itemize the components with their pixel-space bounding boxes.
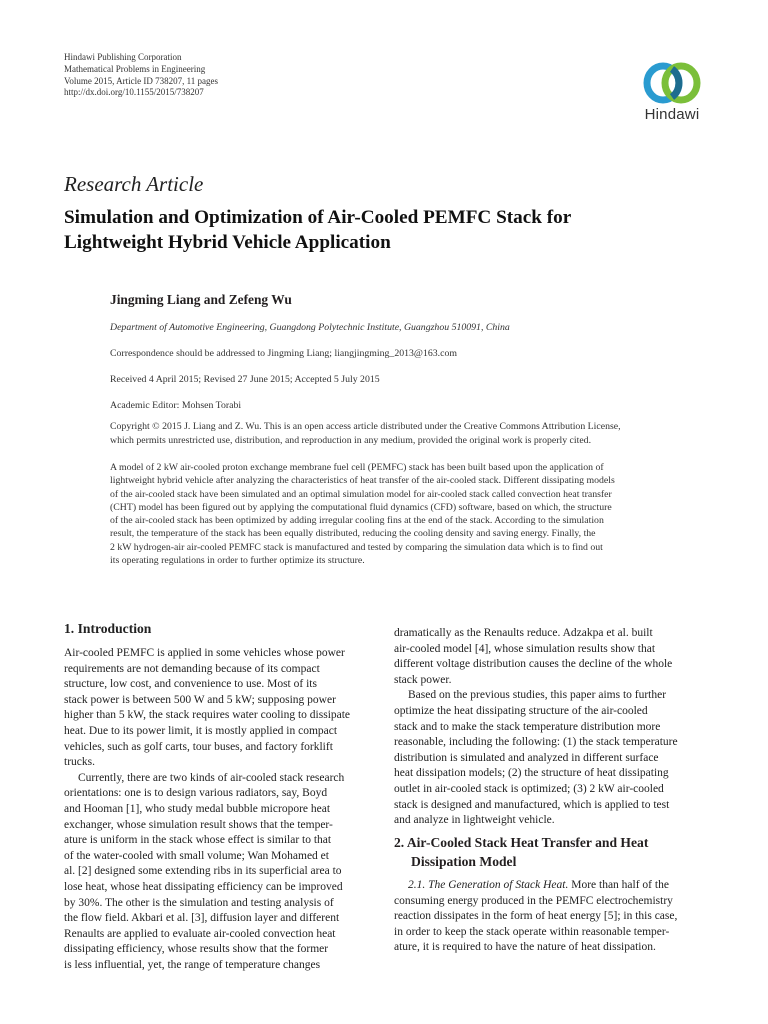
- left-column: [64, 620, 370, 973]
- text-line: outlet in air-cooled stack is optimized; (3) 2 kW air-cooled: [394, 782, 664, 795]
- abstract-line: 2 kW hydrogen-air air-cooled PEMFC stack is manufactured and tested by comparing the simulation data which is to find out: [110, 541, 603, 553]
- text-line: structure, low cost, and convenience to use. Most of its: [64, 678, 317, 691]
- section-heading-introduction: 1. Introduction: [64, 621, 152, 636]
- text-line: ature, it is required to have the nature of heat dissipation.: [394, 941, 656, 954]
- text-line: vehicles, such as golf carts, tour buses, and factory forklift: [64, 740, 333, 753]
- text-line: stack power is between 500 W and 5 kW; supposing power: [64, 693, 336, 706]
- copyright-notice: [110, 420, 710, 448]
- abstract-line: (CHT) model has been figured out by applying the computational fluid dynamics (CFD) software, based on which, the structure: [110, 501, 612, 513]
- text-line: air-cooled model [4], whose simulation results show that: [394, 642, 656, 655]
- text-line: reaction dissipates in the form of heat energy [5]; in this case,: [394, 910, 678, 923]
- authors: Jingming Liang and Zefeng Wu: [110, 292, 292, 307]
- abstract-line: result, the temperature of the stack has been equally distributed, reducing the cooling density and saving energy. Finally, the: [110, 528, 596, 540]
- text-line: requirements are not demanding because of its compact: [64, 662, 320, 675]
- copyright-line: which permits unrestricted use, distribution, and reproduction in any medium, provided the original work is properly cited.: [110, 435, 592, 446]
- abstract-line: lightweight hybrid vehicle after analyzing the characteristics of heat transfer of the air-cooled stack. Different dissipating models: [110, 475, 615, 487]
- text-line: orientations: one is to design various radiators, say, Boyd: [64, 787, 328, 800]
- doi-link[interactable]: http://dx.doi.org/10.1155/2015/738207: [64, 87, 204, 98]
- text-line: Air-cooled PEMFC is applied in some vehicles whose power: [64, 647, 345, 659]
- text-line: Renaults are applied to evaluate air-cooled convection heat: [64, 927, 336, 940]
- affiliation: Department of Automotive Engineering, Guangdong Polytechnic Institute, Guangzhou 510091, China: [110, 322, 510, 333]
- section-heading-2: [394, 834, 714, 871]
- text-line: heat dissipation models; (2) the structure of heat dissipating: [394, 767, 669, 780]
- journal-header: [64, 52, 218, 99]
- text-line: heat. Due to its power limit, it is mostly applied in compact: [64, 724, 338, 737]
- subsection-2-1: [394, 878, 710, 956]
- journal-name: Mathematical Problems in Engineering: [64, 63, 206, 74]
- right-column: [394, 626, 704, 829]
- abstract-line: A model of 2 kW air-cooled proton exchange membrane fuel cell (PEMFC) stack has been built based upon the application of: [110, 462, 604, 473]
- right-paragraph-1: [394, 626, 704, 688]
- copyright-line: Copyright © 2015 J. Liang and Z. Wu. This is an open access article distributed under the Creative Commons Attribution License,: [110, 421, 621, 432]
- text-line: optimize the heat dissipating structure of the air-cooled: [394, 704, 648, 717]
- text-line: al. [2] designed some extending ribs in its superficial area to: [64, 865, 342, 878]
- text-line: exchanger, whose simulation result shows that the temper-: [64, 818, 333, 831]
- publisher-name: Hindawi Publishing Corporation: [64, 52, 182, 62]
- volume-info: Volume 2015, Article ID 738207, 11 pages: [64, 75, 218, 86]
- text-line: stack and to make the stack temperature distribution more: [394, 720, 661, 733]
- text-line: by 30%. The other is the simulation and testing analysis of: [64, 896, 334, 909]
- section-heading-line: 2. Air-Cooled Stack Heat Transfer and Heat: [394, 835, 649, 850]
- text-line: and Hooman [1], who study medal bubble micropore heat: [64, 802, 331, 815]
- hindawi-rings-logo-icon: [641, 60, 703, 106]
- text-line: is less influential, yet, the range of temperature changes: [64, 958, 321, 971]
- text-line: stack is designed and manufactured, which is applied to test: [394, 798, 670, 811]
- abstract: [110, 461, 710, 567]
- text-line: different voltage distribution causes the decline of the whole: [394, 658, 673, 671]
- text-line: lose heat, whose heat dissipating efficiency can be improved: [64, 880, 343, 893]
- abstract-line: its operating regulations in order to further optimize its structure.: [110, 555, 365, 567]
- received-dates: Received 4 April 2015; Revised 27 June 2015; Accepted 5 July 2015: [110, 374, 380, 385]
- subsection-heading: 2.1. The Generation of Stack Heat.: [408, 879, 569, 891]
- correspondence: Correspondence should be addressed to Jingming Liang; liangjingming_2013@163.com: [110, 348, 457, 359]
- academic-editor: Academic Editor: Mohsen Torabi: [110, 400, 242, 411]
- abstract-line: of the air-cooled stack has been optimized by adding irregular cooling fins at the end of the stack. According to the simulation: [110, 515, 604, 527]
- text-line: consuming energy produced in the PEMFC electrochemistry: [394, 894, 673, 907]
- text-line: reasonable, including the following: (1) the stack temperature: [394, 736, 678, 749]
- text-line: in order to keep the stack operate within reasonable temper-: [394, 925, 670, 938]
- logo-text: Hindawi: [644, 106, 700, 123]
- title-line: Lightweight Hybrid Vehicle Application: [64, 232, 391, 253]
- text-line: dissipating efficiency, whose results show that the former: [64, 943, 329, 956]
- section-heading-line: Dissipation Model: [411, 853, 517, 869]
- hindawi-logo: [634, 60, 710, 138]
- text-line: Currently, there are two kinds of air-cooled stack research: [78, 771, 345, 784]
- text-line: Based on the previous studies, this paper aims to further: [408, 689, 667, 702]
- intro-paragraph-2: [64, 771, 370, 974]
- paper-title: [64, 205, 724, 255]
- text-line: and analyze in lightweight vehicle.: [394, 814, 555, 827]
- abstract-line: of the air-cooled stack have been simulated and an optimal simulation model for air-cooled stack called convection heat transfer: [110, 488, 612, 500]
- right-paragraph-2: [394, 688, 704, 828]
- title-line: Simulation and Optimization of Air-Cooled PEMFC Stack for: [64, 207, 572, 228]
- text-line: distribution is simulated and analyzed in different surface: [394, 751, 659, 764]
- intro-paragraph-1: [64, 646, 370, 771]
- text-line: ature is uniform in the stack whose effect is similar to that: [64, 834, 332, 847]
- text-line: stack power.: [394, 673, 452, 686]
- subsection-text: More than half of the: [568, 879, 669, 891]
- text-line: [394, 878, 710, 894]
- text-line: dramatically as the Renaults reduce. Adzakpa et al. built: [394, 627, 653, 639]
- text-line: the flow field. Akbari et al. [3], diffusion layer and different: [64, 912, 340, 925]
- text-line: higher than 5 kW, the stack requires water cooling to dissipate: [64, 709, 351, 722]
- text-line: trucks.: [64, 756, 95, 769]
- article-type: Research Article: [64, 172, 204, 196]
- text-line: of the water-cooled with small volume; Wan Mohamed et: [64, 849, 329, 862]
